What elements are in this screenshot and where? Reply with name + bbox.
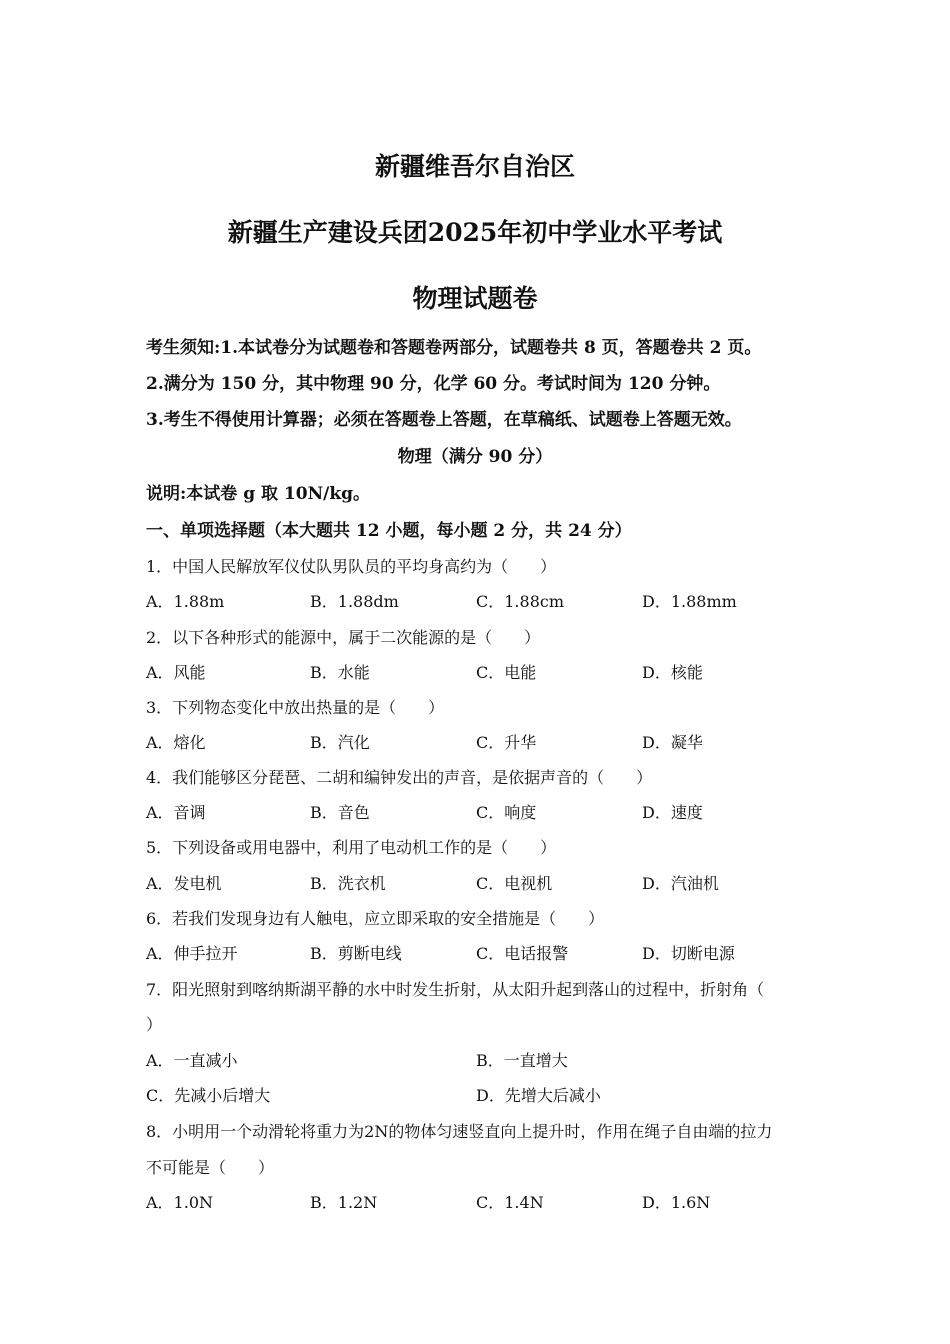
question-7-option-c: C．先减小后增大 xyxy=(146,1086,271,1105)
question-8-stem-continued: 不可能是（ ） xyxy=(146,1158,275,1177)
question-8-option-b: B．1.2N xyxy=(310,1193,378,1212)
question-7-option-a: A．一直减小 xyxy=(146,1051,238,1070)
question-1-option-a: A．1.88m xyxy=(146,592,225,611)
question-4-option-b: B．音色 xyxy=(310,803,370,822)
question-8-stem: 8．小明用一个动滑轮将重力为2N的物体匀速竖直向上提升时，作用在绳子自由端的拉力 xyxy=(146,1122,773,1141)
question-3-option-a: A．熔化 xyxy=(146,733,206,752)
paper-title: 物理试题卷 xyxy=(412,284,538,313)
question-5-option-d: D．汽油机 xyxy=(642,874,719,893)
question-2-option-a: A．风能 xyxy=(146,663,206,682)
question-3-option-c: C．升华 xyxy=(476,733,537,752)
question-3-stem: 3．下列物态变化中放出热量的是（ ） xyxy=(146,698,445,717)
question-4-option-c: C．响度 xyxy=(476,803,537,822)
exam-region-title: 新疆维吾尔自治区 xyxy=(374,152,575,181)
section-heading: 一、单项选择题（本大题共 12 小题，每小题 2 分，共 24 分） xyxy=(146,521,632,541)
notice-line-3: 3.考生不得使用计算器；必须在答题卷上答题，在草稿纸、试题卷上答题无效。 xyxy=(146,410,742,430)
question-5-stem: 5．下列设备或用电器中，利用了电动机工作的是（ ） xyxy=(146,838,557,857)
question-1-option-d: D．1.88mm xyxy=(642,592,737,611)
subject-heading: 物理（满分 90 分） xyxy=(397,447,553,467)
question-8-option-d: D．1.6N xyxy=(642,1193,711,1212)
note-line: 说明:本试卷 g 取 10N/kg。 xyxy=(146,484,370,504)
question-2-stem: 2．以下各种形式的能源中，属于二次能源的是（ ） xyxy=(146,628,541,647)
question-4-stem: 4．我们能够区分琵琶、二胡和编钟发出的声音，是依据声音的（ ） xyxy=(146,768,653,787)
question-5-option-a: A．发电机 xyxy=(146,874,222,893)
question-1-stem: 1．中国人民解放军仪仗队男队员的平均身高约为（ ） xyxy=(146,557,557,576)
notice-line-1: 考生须知:1.本试卷分为试题卷和答题卷两部分，试题卷共 8 页，答题卷共 2 页。 xyxy=(146,338,762,358)
question-8-option-c: C．1.4N xyxy=(476,1193,544,1212)
question-6-option-d: D．切断电源 xyxy=(642,944,735,963)
question-3-option-d: D．凝华 xyxy=(642,733,703,752)
question-2-option-c: C．电能 xyxy=(476,663,537,682)
question-8-option-a: A．1.0N xyxy=(146,1193,214,1212)
notice-line-2: 2.满分为 150 分，其中物理 90 分，化学 60 分。考试时间为 120 分钟。 xyxy=(146,374,721,394)
question-7-option-d: D．先增大后减小 xyxy=(476,1086,601,1105)
question-5-option-b: B．洗衣机 xyxy=(310,874,386,893)
question-1-option-c: C．1.88cm xyxy=(476,592,565,611)
question-7-stem: 7．阳光照射到喀纳斯湖平静的水中时发生折射，从太阳升起到落山的过程中，折射角（ xyxy=(146,980,765,999)
question-7-option-b: B．一直增大 xyxy=(476,1051,568,1070)
question-5-option-c: C．电视机 xyxy=(476,874,553,893)
question-7-stem-continued: ） xyxy=(146,1015,163,1034)
question-6-option-c: C．电话报警 xyxy=(476,944,569,963)
question-2-option-b: B．水能 xyxy=(310,663,370,682)
exam-title: 新疆生产建设兵团2025年初中学业水平考试 xyxy=(227,218,723,247)
question-6-stem: 6．若我们发现身边有人触电，应立即采取的安全措施是（ ） xyxy=(146,909,605,928)
question-6-option-b: B．剪断电线 xyxy=(310,944,402,963)
question-4-option-d: D．速度 xyxy=(642,803,703,822)
question-3-option-b: B．汽化 xyxy=(310,733,370,752)
question-6-option-a: A．伸手拉开 xyxy=(146,944,238,963)
question-2-option-d: D．核能 xyxy=(642,663,703,682)
question-4-option-a: A．音调 xyxy=(146,803,206,822)
question-1-option-b: B．1.88dm xyxy=(310,592,399,611)
